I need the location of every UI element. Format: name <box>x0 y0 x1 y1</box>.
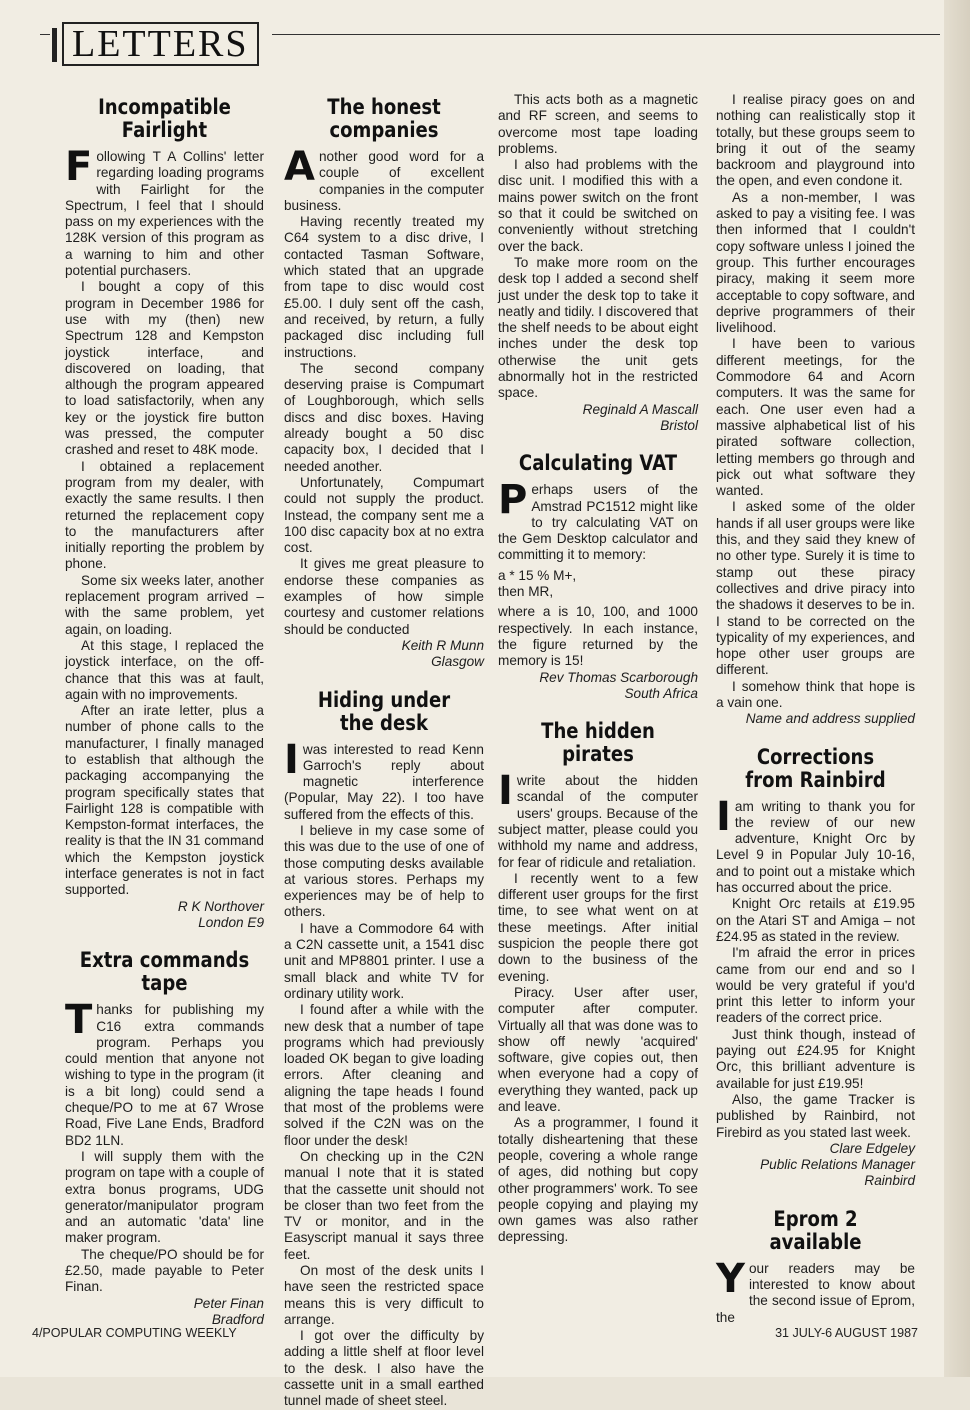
signature-name: Peter Finan <box>193 1295 264 1311</box>
signature-name: Clare Edgeley <box>829 1140 915 1156</box>
footer-page-info: 4/POPULAR COMPUTING WEEKLY <box>32 1326 237 1340</box>
letter-paragraph: I recently went to a few different user groups for the first time, to see what went on at these meetings. After initial suspicion the people there got down to the business of the evening. <box>498 870 698 984</box>
letter-paragraph: where a is 10, 100, and 1000 respectively. In each instance, the figure returned by the memory is 15! <box>498 604 698 669</box>
letter-paragraph: Your readers may be interested to know about the second issue of Eprom, the <box>716 1255 915 1325</box>
drop-cap: T <box>65 997 93 1044</box>
letter-paragraph: Perhaps users of the Amstrad PC1512 might like to try calculating VAT on the Gem Desktop calculator and committing it to memory: <box>498 477 698 563</box>
letter-paragraph: The second company deserving praise is Compumart of Loughborough, which sells discs and disc boxes. Having already bought a 50 disc capacity box, I decided that I needed another. <box>284 360 484 474</box>
drop-cap: I <box>498 768 513 815</box>
letter-paragraph: To make more room on the desk top I added a second shelf just under the desk top to take it neatly and tidily. I discovered that the shelf needs to be about eight inches under the desk top otherwise the unit gets abnormally hot in the restricted space. <box>498 254 698 401</box>
letter-paragraph: Iwrite about the hidden scandal of the computer users' groups. Because of the subject matter, please could you withhold my name and address, for fear of ridicule and retaliation. <box>498 768 698 870</box>
letter-paragraph: I found after a while with the new desk that a number of tape programs which had previously loaded OK began to give loading errors. After cleaning and aligning the tape heads I found that most of the problems were solved if the C2N was on the floor under the desk! <box>284 1002 484 1148</box>
letter-paragraph: I realise piracy goes on and nothing can realistically stop it totally, but these groups seem to bring it out of the seamy backroom and playground into the open, and even condone it. <box>716 92 915 189</box>
drop-cap: I <box>716 793 731 840</box>
letter-paragraph: Unfortunately, Compumart could not supply the product. Instead, the company sent me a 100 disc capacity box at no extra cost. <box>284 474 484 556</box>
letter-paragraph: Piracy. User after user, computer after computer. Virtually all that was done was to show off newly 'acquired' software, give copies out, then when everyone had a copy of everything they wanted, pack up and leave. <box>498 984 698 1115</box>
letter-paragraph: I asked some of the older hands if all user groups were like this, and they said they knew of no other type. Surely it is time to stamp out these piracy collectives and drive piracy into the shadows it deserves to be in. I stand to be corrected on the typicality of my experiences, and hope other user groups are different. <box>716 499 915 678</box>
drop-cap: P <box>498 477 528 524</box>
letter-heading: The honest companies <box>327 95 441 142</box>
letter-heading: The hidden pirates <box>541 719 655 767</box>
letter-paragraph: Just think though, instead of paying out £24.95 for Knight Orc, this brilliant adventure is available for just £19.95! <box>716 1026 915 1091</box>
letter-heading: Corrections from Rainbird <box>745 744 886 792</box>
signature-location: Glasgow <box>431 654 484 670</box>
letter-heading: Extra commands tape <box>79 948 250 996</box>
signature-location: Bristol <box>660 417 698 433</box>
letter-heading: Eprom 2 available <box>769 1206 862 1254</box>
letter-paragraph: Some six weeks later, another replacement program arrived – with the same problem, yet again, on loading. <box>65 572 264 637</box>
column-1 <box>65 92 264 1328</box>
letter-paragraph: I have been to various different meetings, for the Commodore 64 and Acorn computers. It was the same for each. One user even had a massive alphabetical list of his pirated software collection, letting members go through and pick out what software they wanted. <box>716 336 915 499</box>
letter-paragraph: I also had problems with the disc unit. I modified this with a mains power switch on the front so that it could be switched on conveniently without stretching over the back. <box>498 157 698 254</box>
letter-paragraph: On most of the desk units I have seen the restricted space means this is very difficult to arrange. <box>284 1263 484 1327</box>
letter-paragraph: I have a Commodore 64 with a C2N cassette unit, a 1541 disc unit and MP8801 printer. I use a small black and white TV for ordinary utility work. <box>284 920 484 1001</box>
column-3 <box>498 92 698 1246</box>
letter-paragraph: Iwas interested to read Kenn Garroch's reply about magnetic interference (Popular, May 22). I too have suffered from the effects of this. <box>284 736 484 822</box>
footer-date: 31 JULY-6 AUGUST 1987 <box>775 1326 918 1340</box>
signature-name: Rev Thomas Scarborough <box>539 669 698 685</box>
signature-location: London E9 <box>198 914 264 930</box>
masthead-rule <box>272 34 940 35</box>
formula-line: a * 15 % M+, <box>498 567 577 583</box>
drop-cap: A <box>284 144 315 190</box>
letter-paragraph: Having recently treated my C64 system to a disc drive, I contacted Tasman Software, which stated that an upgrade from tape to disc would cost £5.00. I duly sent off the cash, and received, by return, a fully packaged disc including full instructions. <box>284 214 484 360</box>
letter-heading: Calculating VAT <box>518 451 678 476</box>
letter-paragraph: As a programmer, I found it totally disheartening that these people, covering a whole range of ages, did nothing but copy other programmers' work. To see people copying and playing my own games was also rather depressing. <box>498 1115 698 1245</box>
letter-paragraph: Another good word for a couple of excellent companies in the computer business. <box>284 144 484 213</box>
letter-paragraph: After an irate letter, plus a number of phone calls to the manufacturer, I finally managed to establish that although the packaging accompanying the program specifically states that Fairlight 128 is compatible with Kempston-format interfaces, the reality is that the IN 31 command which the Kempston joystick interface generates is not in fact supported. <box>65 703 264 898</box>
letter-paragraph: As a non-member, I was asked to pay a visiting fee. I was then informed that I couldn't copy software unless I joined the group. This further encourages piracy, making it seem more acceptable to copy software, and deprive programmers of their livelihood. <box>716 189 915 336</box>
letter-paragraph: I will supply them with the program on tape with a couple of extra bonus programs, UDG generator/manipulator program and an automatic 'data' line maker program. <box>65 1148 264 1246</box>
letter-paragraph: I somehow think that hope is a vain one. <box>716 678 915 710</box>
letter-paragraph: Iam writing to thank you for the review of our new adventure, Knight Orc by Level 9 in Popular July 10-16, and to point out a mistake which has occurred about the price. <box>716 793 915 896</box>
letter-paragraph: I'm afraid the error in prices came from our end and so I would be very grateful if you'd print this letter to inform your readers of the correct price. <box>716 945 915 1026</box>
masthead-rule-left <box>40 34 50 35</box>
signature-company: Rainbird <box>864 1173 915 1189</box>
signature-location: South Africa <box>624 685 698 701</box>
letter-paragraph: Thanks for publishing my C16 extra commands program. Perhaps you could mention that anyone not wishing to type in the program (it is a bit long) could send a cheque/PO to me at 67 Wrose Road, Five Lane Ends, Bradford BD2 1LN. <box>65 997 264 1148</box>
signature-name: Keith R Munn <box>401 637 484 653</box>
formula-line: then MR, <box>498 584 554 600</box>
drop-cap: F <box>65 144 93 190</box>
letter-paragraph: Knight Orc retails at £19.95 on the Atari ST and Amiga – not £24.95 as stated in the review. <box>716 896 915 944</box>
signature-name: Reginald A Mascall <box>582 401 698 417</box>
column-2 <box>284 92 484 1410</box>
letter-paragraph: Also, the game Tracker is published by Rainbird, not Firebird as you stated last week. <box>716 1091 915 1140</box>
letter-paragraph: At this stage, I replaced the joystick interface, on the off-chance that this was at fault, again with no improvements. <box>65 637 264 702</box>
letter-paragraph: On checking up in the C2N manual I note that it is stated that the cassette unit should not be closer than two feet from the TV or monitor, and in the Easyscript manual it says three feet. <box>284 1148 484 1262</box>
masthead <box>40 22 940 64</box>
letter-heading: Hiding under the desk <box>317 687 451 735</box>
letter-paragraph: I got over the difficulty by adding a little shelf at floor level to the desk. I also have the cassette unit in a small earthed tunnel made of sheet steel. <box>284 1328 484 1409</box>
letter-heading: Incompatible Fairlight <box>98 95 231 142</box>
drop-cap: I <box>284 736 299 783</box>
signature-name: R K Northover <box>177 898 264 914</box>
signature-location: Bradford <box>211 1311 264 1327</box>
signature-title: Public Relations Manager <box>760 1157 915 1173</box>
letter-paragraph: This acts both as a magnetic and RF screen, and seems to overcome most tape loading problems. <box>498 92 698 156</box>
section-title: LETTERS <box>62 22 259 66</box>
letter-paragraph: The cheque/PO should be for £2.50, made payable to Peter Finan. <box>65 1246 264 1295</box>
drop-cap: Y <box>716 1255 745 1302</box>
page-edge-shadow <box>944 0 970 1377</box>
letter-paragraph: It gives me great pleasure to endorse these companies as examples of how simple courtesy and customer relations should be conducted <box>284 556 484 637</box>
column-4 <box>716 92 915 1326</box>
letter-paragraph: I believe in my case some of this was due to the use of one of those computing desks available at various stores. Perhaps my experiences may be of help to others. <box>284 822 484 920</box>
signature-name: Name and address supplied <box>745 711 915 727</box>
letter-paragraph: Following T A Collins' letter regarding loading programs with Fairlight for the Spectrum, I feel that I should pass on my experiences with the 128K version of this program as a warning to him and other potential purchasers. <box>65 144 264 279</box>
letter-paragraph: I obtained a replacement program from my dealer, with exactly the same results. I then returned the replacement copy to the manufacturers after initially reporting the problem by phone. <box>65 458 264 572</box>
letter-paragraph: I bought a copy of this program in December 1986 for use with my (then) new Spectrum 128 and Kempston joystick interface, and discovered on loading, that although the program appeared to load satisfactorily, when any key or the joystick fire button was pressed, the computer crashed and reset to 48K mode. <box>65 279 264 458</box>
